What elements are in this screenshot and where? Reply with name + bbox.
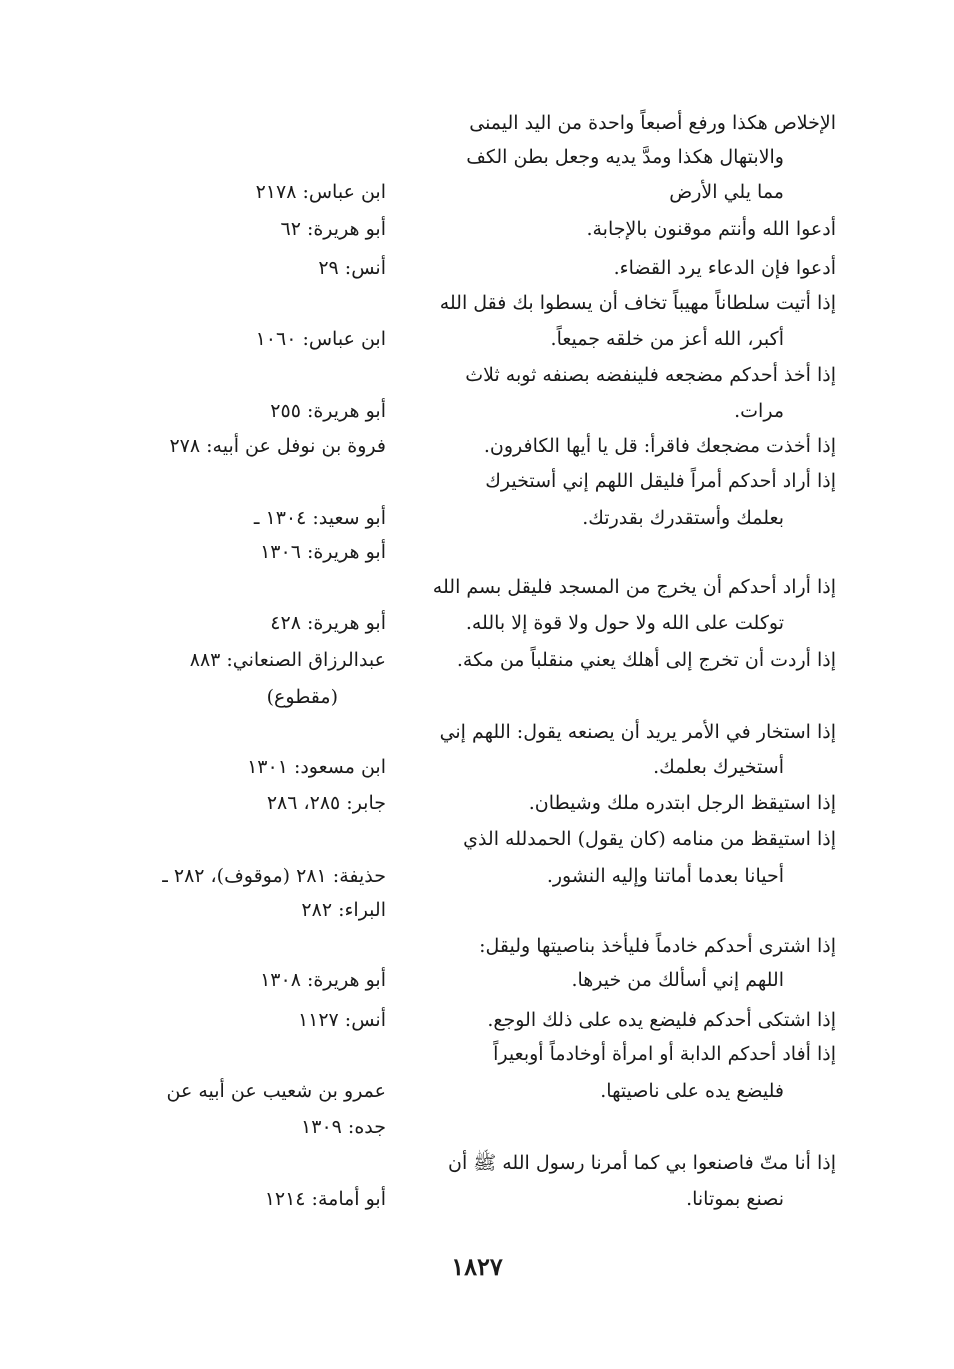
hadith-line: إذا استخار في الأمر يريد أن يصنعه يقول: اللهم إني (439, 721, 836, 743)
source-reference: أنس: ١١٢٧ (297, 1009, 386, 1031)
hadith-line: الإخلاص هكذا ورفع أصبعاً واحدة من اليد اليمنى (469, 112, 836, 134)
source-reference: البراء: ٢٨٢ (301, 899, 386, 921)
hadith-line: إذا أنا متّ فاصنعوا بي كما أمرنا رسول الله ﷺ أن (447, 1152, 836, 1174)
hadith-line: إذا أتيت سلطاناً مهيباً تخاف أن يسطوا بك فقل الله (439, 292, 836, 314)
hadith-line: إذا أخذت مضجعك فاقرأ: قل يا أيها الكافرون. (483, 435, 836, 457)
hadith-line: إذا أخذ أحدكم مضجعه فلينفضه بصنفه ثوبه ثلاث (465, 364, 836, 386)
hadith-line: نصنع بموتانا. (686, 1188, 784, 1210)
source-reference: أبو سعيد: ١٣٠٤ ـ (253, 507, 386, 529)
hadith-line: إذا أراد أحدكم أن يخرج من المسجد فليقل بسم الله (432, 576, 836, 598)
source-reference: (مقطوع) (266, 686, 338, 708)
source-reference: ابن مسعود: ١٣٠١ (247, 756, 386, 778)
hadith-line: والابتهال هكذا ومدَّ يديه وجعل بطن الكف (466, 146, 784, 168)
source-reference: أبو هريرة: ٢٥٥ (270, 400, 386, 422)
hadith-line: إذا اشتكى أحدكم فليضع يده على ذلك الوجع. (487, 1009, 836, 1031)
source-reference: حذيفة: ٢٨١ (موقوف)، ٢٨٢ ـ (162, 865, 386, 887)
hadith-line: أدعوا فإن الدعاء يرد القضاء. (613, 257, 836, 279)
source-reference: أبو هريرة: ٤٢٨ (270, 612, 386, 634)
hadith-line: إذا استيقظ الرجل ابتدره ملك وشيطان. (528, 792, 836, 814)
hadith-line: أحيانا بعدما أماتنا وإليه النشور. (546, 865, 784, 887)
source-reference: أبو هريرة: ١٣٠٦ (260, 541, 386, 563)
hadith-line: اللهم إني أسألك من خيرها. (571, 969, 784, 991)
hadith-line: إذا اشترى أحدكم خادماً فليأخذ بناصيتها وليقل: (479, 935, 836, 957)
hadith-line: إذا أردت أن تخرج إلى أهلك يعني منقلباً من مكة. (456, 649, 836, 671)
hadith-line: توكلت على الله ولا حول ولا قوة إلا بالله. (465, 612, 784, 634)
source-reference: أبو أمامة: ١٢١٤ (264, 1188, 386, 1210)
source-reference: عبدالرزاق الصنعاني: ٨٨٣ (189, 649, 386, 671)
source-reference: أبو هريرة: ١٣٠٨ (260, 969, 386, 991)
source-reference: جده: ١٣٠٩ (301, 1116, 386, 1138)
hadith-line: بعلمك وأستقدرك بقدرتك. (582, 507, 784, 529)
source-reference: فروة بن نوفل عن أبيه: ٢٧٨ (169, 435, 386, 457)
hadith-line: مما يلي الأرض (669, 181, 784, 203)
hadith-line: مرات. (734, 400, 784, 422)
source-reference: جابر: ٢٨٥، ٢٨٦ (266, 792, 386, 814)
hadith-line: إذا أراد أحدكم أمراً فليقل اللهم إني أستخيرك (485, 470, 836, 492)
source-reference: أبو هريرة: ٦٢ (280, 218, 386, 240)
hadith-line: أدعوا الله وأنتم موقنون بالإجابة. (586, 218, 836, 240)
source-reference: أنس: ٢٩ (318, 257, 386, 279)
source-reference: عمرو بن شعيب عن أبيه عن (166, 1080, 386, 1102)
hadith-line: فليضع يده على ناصيتها. (600, 1080, 784, 1102)
source-reference: ابن عباس: ٢١٧٨ (255, 181, 386, 203)
hadith-line: إذا أفاد أحدكم الدابة أو امرأة أوخادماً أوبعيراً (493, 1043, 836, 1065)
hadith-line: أكبر، الله أعز من خلقه جميعاً. (550, 328, 784, 350)
hadith-line: إذا استيقظ من منامه (كان يقول) الحمدلله الذي (463, 828, 836, 850)
page-number: ١٨٢٧ (451, 1252, 503, 1281)
hadith-line: أستخيرك بعلمك. (653, 756, 784, 778)
source-reference: ابن عباس: ١٠٦٠ (255, 328, 386, 350)
